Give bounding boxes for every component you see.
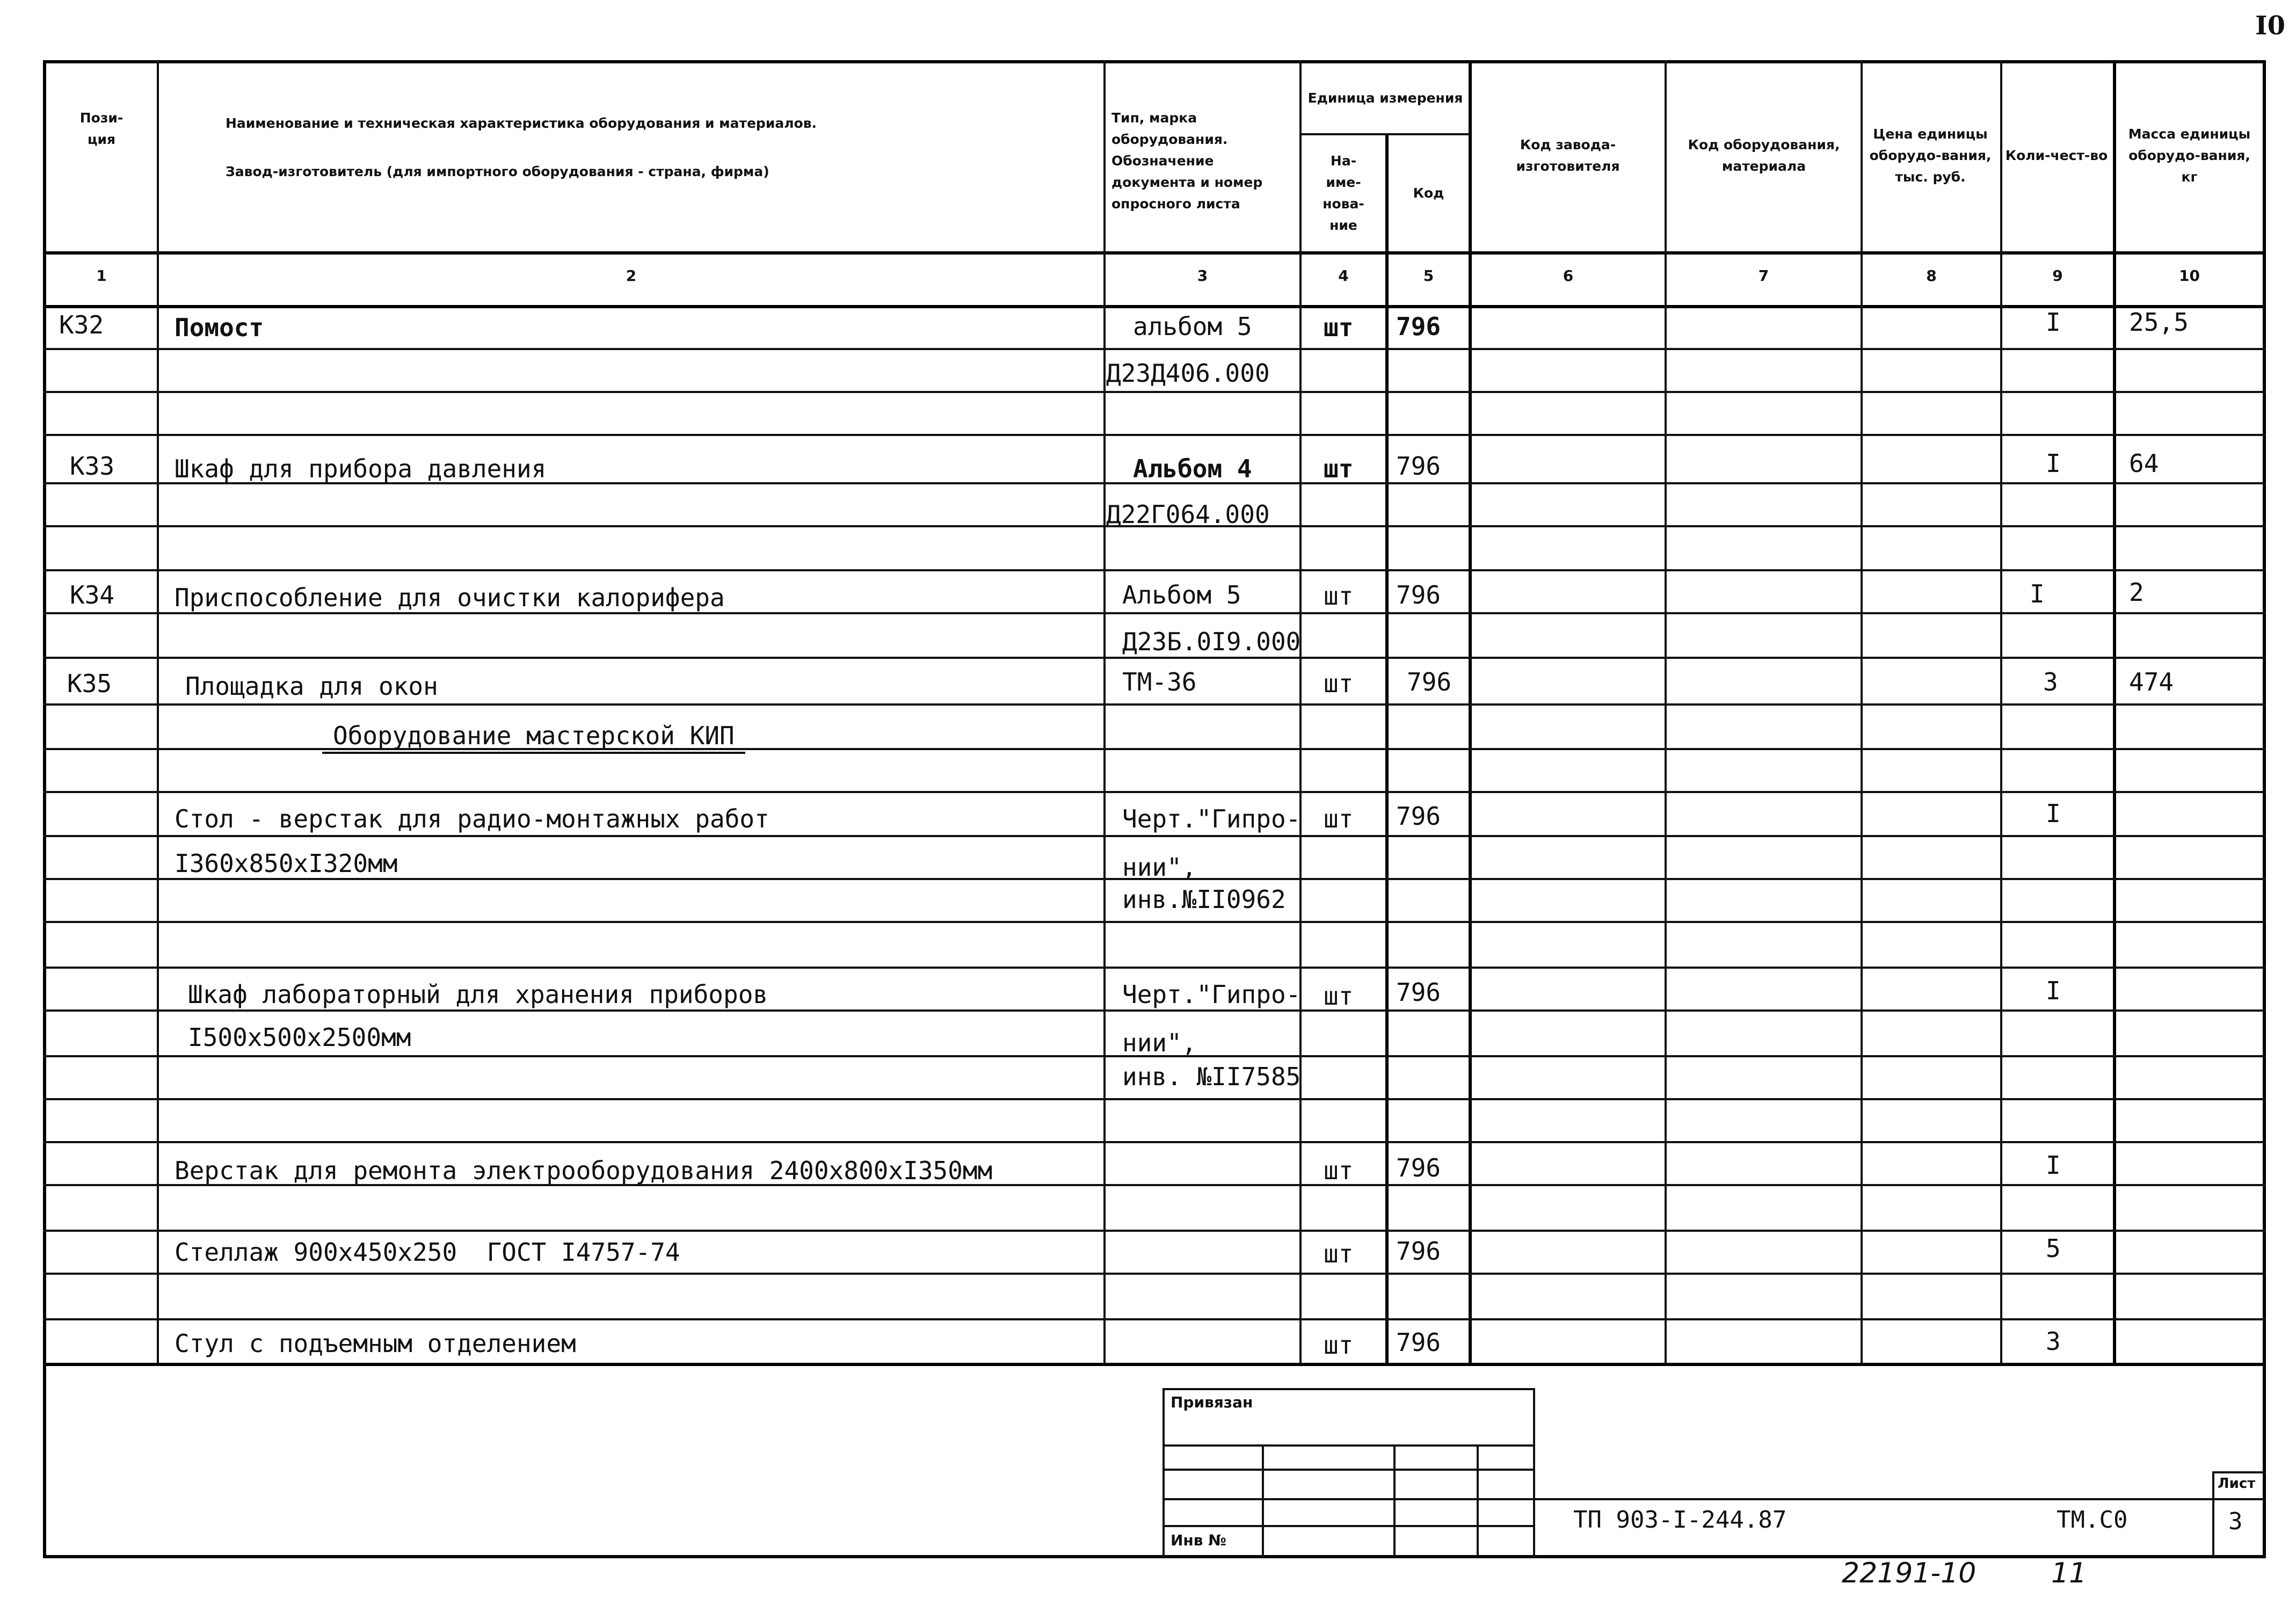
colnum-4: 4 [1338, 267, 1349, 285]
list-value: 3 [2228, 1508, 2243, 1535]
row-code: 796 [1396, 580, 1441, 609]
row-qty: I [2046, 1151, 2061, 1180]
colnum-5: 5 [1423, 267, 1434, 285]
row-code: 796 [1396, 1153, 1441, 1182]
row-qty: I [2046, 308, 2061, 337]
row-name: Приспособление для очистки калорифера [175, 583, 725, 612]
header-quantity: Коли-чест-во [2005, 148, 2108, 163]
footer-handwritten-number: 22191-10 [1842, 1557, 1977, 1589]
colnum-3: 3 [1197, 267, 1208, 285]
row-name: I360х850хI320мм [175, 849, 398, 878]
row-mass: 2 [2129, 578, 2144, 607]
row-name: Шкаф лабораторный для хранения приборов [188, 980, 768, 1009]
list-label: Лист [2218, 1476, 2256, 1492]
row-unit: шт [1324, 1331, 1354, 1360]
row-code: 796 [1396, 1328, 1441, 1357]
row-type: инв. №II7585 [1122, 1062, 1301, 1091]
colnum-1: 1 [96, 267, 107, 285]
row-mass: 474 [2129, 667, 2174, 696]
header-position: Пози- ция [79, 110, 123, 147]
row-name: I500х500х2500мм [188, 1023, 411, 1052]
row-type: инв.№II0962 [1122, 885, 1286, 914]
row-code: 796 [1396, 312, 1441, 341]
row-type: альбом 5 [1133, 312, 1252, 341]
header-price: Цена единицы оборудо-вания, тыс. руб. [1869, 126, 1992, 185]
sheet-code: ТМ.С0 [2057, 1506, 2128, 1534]
row-code: 796 [1407, 667, 1452, 696]
row-position: К33 [70, 452, 115, 481]
header-name-line1: Наименование и техническая характеристика оборудования и материалов. [226, 115, 817, 131]
colnum-2: 2 [626, 267, 637, 285]
row-unit: шт [1324, 1156, 1354, 1185]
row-position: К35 [67, 669, 112, 698]
row-unit: шт [1324, 454, 1354, 483]
header-mass: Масса единицы оборудо-вания, кг [2128, 126, 2251, 185]
row-type: Альбом 5 [1122, 580, 1241, 609]
colnum-10: 10 [2179, 267, 2200, 285]
row-name: Стул с подъемным отделением [175, 1329, 576, 1358]
doc-code: ТП 903-I-244.87 [1573, 1506, 1787, 1534]
row-position: К32 [59, 310, 104, 339]
row-name: Площадка для окон [185, 672, 438, 701]
row-type: Черт."Гипро- [1122, 980, 1301, 1009]
row-qty: 3 [2043, 667, 2058, 696]
row-name: Помост [175, 313, 264, 342]
header-unit-group: Единица измерения [1307, 90, 1463, 106]
colnum-7: 7 [1758, 267, 1769, 285]
header-unit-name: На- име- нова- ние [1323, 153, 1364, 233]
row-qty: I [2030, 579, 2045, 608]
row-code: 796 [1396, 1237, 1441, 1266]
stamp-privyazan: Привязан [1171, 1393, 1253, 1411]
stamp-inv-no: Инв № [1171, 1531, 1226, 1549]
row-type: Черт."Гипро- [1122, 804, 1301, 833]
row-unit: шт [1324, 582, 1354, 611]
header-unit-code: Код [1413, 185, 1444, 201]
colnum-6: 6 [1563, 267, 1574, 285]
row-mass: 64 [2129, 449, 2159, 478]
colnum-9: 9 [2052, 267, 2063, 285]
row-mass: 25,5 [2129, 308, 2189, 337]
row-name: Шкаф для прибора давления [175, 454, 547, 483]
header-equipment-code: Код оборудования, материала [1688, 137, 1840, 174]
row-unit: шт [1324, 313, 1354, 342]
row-unit: шт [1324, 804, 1354, 833]
row-type: нии", [1122, 1028, 1197, 1057]
row-code: 796 [1396, 978, 1441, 1007]
row-qty: I [2046, 976, 2061, 1005]
row-unit: шт [1324, 1239, 1354, 1268]
page-number: I0 [2255, 11, 2285, 41]
header-factory-code: Код завода-изготовителя [1516, 137, 1620, 174]
colnum-8: 8 [1926, 267, 1937, 285]
row-type: нии", [1122, 853, 1197, 882]
row-name: Верстак для ремонта электрооборудования 2400х800хI350мм [175, 1156, 993, 1185]
header-name-line2: Завод-изготовитель (для импортного оборудования - страна, фирма) [226, 164, 769, 179]
row-name: Стол - верстак для радио-монтажных работ [175, 804, 769, 833]
row-position: К34 [70, 580, 115, 609]
row-code: 796 [1396, 802, 1441, 831]
header-type: Тип, марка оборудования. Обозначение документа и номер опросного листа [1111, 110, 1263, 212]
row-type: Д23Б.0I9.000 [1122, 627, 1301, 656]
row-code: 796 [1396, 452, 1441, 481]
row-unit: шт [1324, 982, 1354, 1011]
row-type: Д22Г064.000 [1106, 500, 1270, 529]
row-type: ТМ-36 [1122, 667, 1197, 696]
row-qty: 5 [2046, 1234, 2061, 1263]
footer-page-number: 11 [2051, 1557, 2087, 1589]
row-qty: 3 [2046, 1327, 2061, 1356]
row-unit: шт [1324, 669, 1354, 698]
row-type: Д23Д406.000 [1106, 359, 1270, 388]
row-name: Стеллаж 900х450х250 ГОСТ I4757-74 [175, 1238, 680, 1267]
row-type: Альбом 4 [1133, 454, 1252, 483]
section-title: Оборудование мастерской КИП [322, 720, 745, 754]
row-qty: I [2046, 799, 2061, 828]
row-qty: I [2046, 449, 2061, 478]
